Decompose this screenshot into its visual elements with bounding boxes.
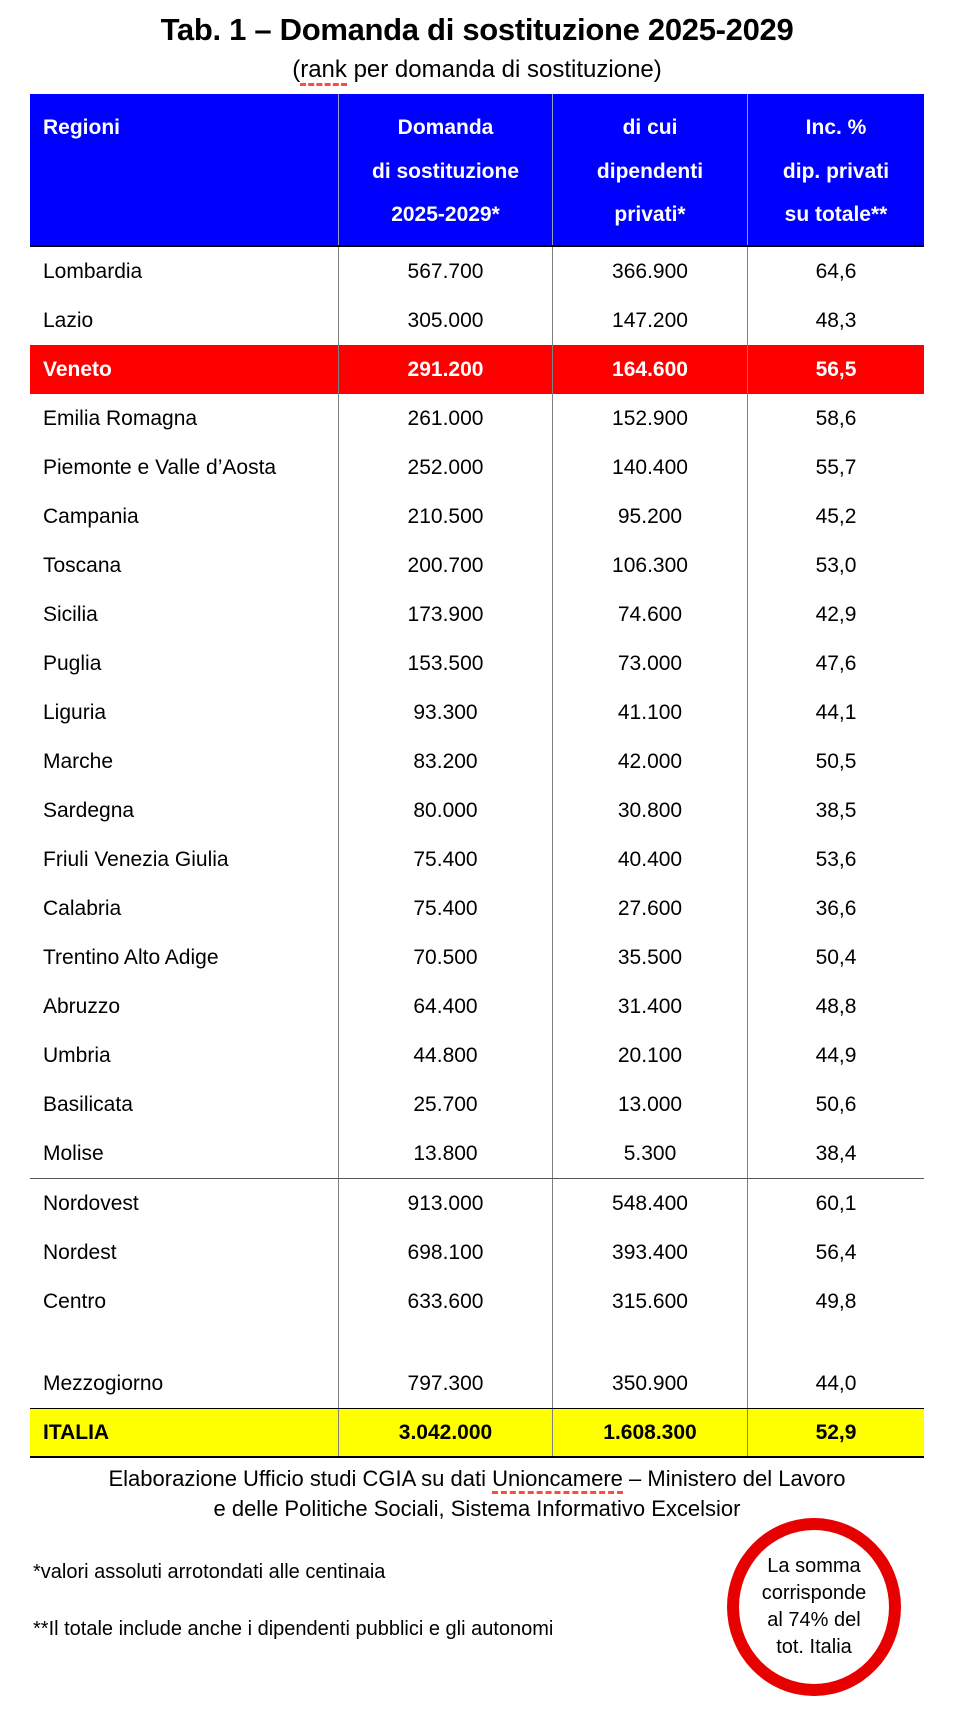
data-table	[30, 94, 924, 1458]
cell-domanda: 25.700	[338, 1080, 552, 1129]
table-row-mezzogiorno	[30, 1359, 924, 1408]
table-row-umbria	[30, 1031, 924, 1080]
cell-inc: 48,3	[747, 296, 924, 345]
cell-dipendenti: 27.600	[552, 884, 747, 933]
cell-inc: 53,6	[747, 835, 924, 884]
cell-domanda: 291.200	[338, 345, 552, 394]
table-body	[30, 247, 924, 1458]
cell-dipendenti: 164.600	[552, 345, 747, 394]
cell-region: Lazio	[43, 308, 94, 332]
cell-region: Umbria	[43, 1043, 111, 1067]
table-row-trentino-alto-adige	[30, 933, 924, 982]
cell-inc: 47,6	[747, 639, 924, 688]
cell-region: Abruzzo	[43, 994, 121, 1018]
table-row-lazio	[30, 296, 924, 345]
cell-dipendenti: 74.600	[552, 590, 747, 639]
gap-cell	[338, 1326, 552, 1359]
cell-region: Puglia	[43, 651, 102, 675]
gap-cell	[30, 1326, 338, 1359]
footnote-asterisk: *valori assoluti arrotondati alle centinaia	[33, 1561, 386, 1583]
cell-dipendenti: 147.200	[552, 296, 747, 345]
gap-cell	[552, 1326, 747, 1359]
source-line1-suffix: – Ministero del Lavoro	[622, 1466, 846, 1491]
cell-inc: 53,0	[747, 541, 924, 590]
table-row-marche	[30, 737, 924, 786]
cell-inc: 38,5	[747, 786, 924, 835]
cell-region: Toscana	[43, 553, 122, 577]
red-circle-annotation	[727, 1518, 901, 1696]
page-subtitle	[0, 56, 954, 84]
cell-inc: 50,6	[747, 1080, 924, 1129]
table-row-molise	[30, 1129, 924, 1178]
table-row-puglia	[30, 639, 924, 688]
table-row-emilia-romagna	[30, 394, 924, 443]
cell-domanda: 153.500	[338, 639, 552, 688]
subtitle-suffix: per domanda di sostituzione)	[346, 56, 662, 83]
table-row-italia	[30, 1408, 924, 1458]
cell-inc: 60,1	[747, 1179, 924, 1228]
cell-dipendenti: 41.100	[552, 688, 747, 737]
cell-dipendenti: 548.400	[552, 1179, 747, 1228]
table-row-abruzzo	[30, 982, 924, 1031]
table-row-centro	[30, 1277, 924, 1326]
cell-dipendenti: 350.900	[552, 1359, 747, 1408]
cell-domanda: 3.042.000	[338, 1409, 552, 1456]
cell-domanda: 75.400	[338, 884, 552, 933]
table-header-row	[30, 94, 924, 247]
cell-dipendenti: 95.200	[552, 492, 747, 541]
table-row-liguria	[30, 688, 924, 737]
table-row-sicilia	[30, 590, 924, 639]
cell-region: Mezzogiorno	[43, 1371, 164, 1395]
subtitle-misspelled-word: rank	[300, 56, 347, 86]
cell-domanda: 305.000	[338, 296, 552, 345]
page-title: Tab. 1 – Domanda di sostituzione 2025-2029	[160, 12, 794, 47]
cell-region: Calabria	[43, 896, 122, 920]
cell-domanda: 252.000	[338, 443, 552, 492]
cell-domanda: 567.700	[338, 247, 552, 296]
cell-region: Nordovest	[43, 1191, 139, 1215]
cell-dipendenti: 13.000	[552, 1080, 747, 1129]
cell-region: Sardegna	[43, 798, 135, 822]
cell-region: Friuli Venezia Giulia	[43, 847, 229, 871]
cell-domanda: 75.400	[338, 835, 552, 884]
cell-dipendenti: 5.300	[552, 1129, 747, 1178]
cell-domanda: 913.000	[338, 1179, 552, 1228]
cell-inc: 44,0	[747, 1359, 924, 1408]
cell-dipendenti: 31.400	[552, 982, 747, 1031]
cell-region: ITALIA	[43, 1420, 110, 1444]
cell-domanda: 698.100	[338, 1228, 552, 1277]
cell-dipendenti: 20.100	[552, 1031, 747, 1080]
source-note-line1	[0, 1464, 954, 1494]
cell-domanda: 44.800	[338, 1031, 552, 1080]
cell-domanda: 210.500	[338, 492, 552, 541]
cell-domanda: 93.300	[338, 688, 552, 737]
cell-inc: 36,6	[747, 884, 924, 933]
cell-dipendenti: 106.300	[552, 541, 747, 590]
cell-inc: 56,5	[747, 345, 924, 394]
cell-inc: 55,7	[747, 443, 924, 492]
source-note-line2: e delle Politiche Sociali, Sistema Informativo Excelsior	[213, 1496, 741, 1521]
cell-region: Piemonte e Valle d’Aosta	[43, 455, 277, 479]
cell-domanda: 83.200	[338, 737, 552, 786]
header-cell-domanda: Domanda di sostituzione 2025-2029*	[338, 94, 552, 245]
cell-dipendenti: 40.400	[552, 835, 747, 884]
cell-region: Veneto	[43, 357, 112, 381]
cell-region: Sicilia	[43, 602, 98, 626]
table-row-lombardia	[30, 247, 924, 296]
cell-region: Centro	[43, 1289, 107, 1313]
cell-region: Campania	[43, 504, 139, 528]
table-row-calabria	[30, 884, 924, 933]
table-gap-row	[30, 1326, 924, 1359]
cell-domanda: 173.900	[338, 590, 552, 639]
cell-dipendenti: 42.000	[552, 737, 747, 786]
header-cell-inc: Inc. % dip. privati su totale**	[747, 94, 924, 245]
gap-cell	[747, 1326, 924, 1359]
table-row-campania	[30, 492, 924, 541]
table-row-piemonte-e-valle-d-aosta	[30, 443, 924, 492]
cell-inc: 50,4	[747, 933, 924, 982]
cell-domanda: 70.500	[338, 933, 552, 982]
cell-inc: 49,8	[747, 1277, 924, 1326]
cell-domanda: 261.000	[338, 394, 552, 443]
cell-inc: 52,9	[747, 1409, 924, 1456]
cell-inc: 56,4	[747, 1228, 924, 1277]
cell-inc: 44,9	[747, 1031, 924, 1080]
source-note	[0, 1464, 954, 1524]
cell-inc: 45,2	[747, 492, 924, 541]
table-row-nordest	[30, 1228, 924, 1277]
cell-dipendenti: 35.500	[552, 933, 747, 982]
table-row-basilicata	[30, 1080, 924, 1129]
cell-dipendenti: 30.800	[552, 786, 747, 835]
cell-region: Emilia Romagna	[43, 406, 198, 430]
cell-dipendenti: 73.000	[552, 639, 747, 688]
cell-domanda: 64.400	[338, 982, 552, 1031]
source-misspelled-word: Unioncamere	[492, 1466, 623, 1494]
cell-dipendenti: 366.900	[552, 247, 747, 296]
cell-inc: 58,6	[747, 394, 924, 443]
cell-inc: 48,8	[747, 982, 924, 1031]
header-cell-dipendenti: di cui dipendenti privati*	[552, 94, 747, 245]
cell-inc: 42,9	[747, 590, 924, 639]
cell-inc: 44,1	[747, 688, 924, 737]
table-row-friuli-venezia-giulia	[30, 835, 924, 884]
cell-domanda: 200.700	[338, 541, 552, 590]
cell-domanda: 797.300	[338, 1359, 552, 1408]
cell-dipendenti: 140.400	[552, 443, 747, 492]
cell-domanda: 80.000	[338, 786, 552, 835]
cell-region: Liguria	[43, 700, 107, 724]
cell-domanda: 633.600	[338, 1277, 552, 1326]
cell-region: Molise	[43, 1141, 104, 1165]
cell-dipendenti: 393.400	[552, 1228, 747, 1277]
cell-region: Lombardia	[43, 259, 143, 283]
header-cell-region: Regioni	[43, 116, 120, 139]
cell-inc: 50,5	[747, 737, 924, 786]
cell-domanda: 13.800	[338, 1129, 552, 1178]
table-row-veneto	[30, 345, 924, 394]
cell-region: Nordest	[43, 1240, 117, 1264]
table-row-toscana	[30, 541, 924, 590]
cell-region: Marche	[43, 749, 114, 773]
cell-inc: 38,4	[747, 1129, 924, 1178]
subtitle-prefix: (	[292, 56, 301, 83]
cell-dipendenti: 152.900	[552, 394, 747, 443]
footnote-double-asterisk: **Il totale include anche i dipendenti pubblici e gli autonomi	[33, 1618, 554, 1640]
source-line1-prefix: Elaborazione Ufficio studi CGIA su dati	[108, 1466, 493, 1491]
cell-region: Basilicata	[43, 1092, 133, 1116]
oval-note-text: La somma corrisponde al 74% del tot. Italia	[761, 1555, 867, 1658]
table-row-sardegna	[30, 786, 924, 835]
cell-dipendenti: 315.600	[552, 1277, 747, 1326]
cell-dipendenti: 1.608.300	[552, 1409, 747, 1456]
table-row-nordovest	[30, 1178, 924, 1228]
cell-inc: 64,6	[747, 247, 924, 296]
cell-region: Trentino Alto Adige	[43, 945, 219, 969]
